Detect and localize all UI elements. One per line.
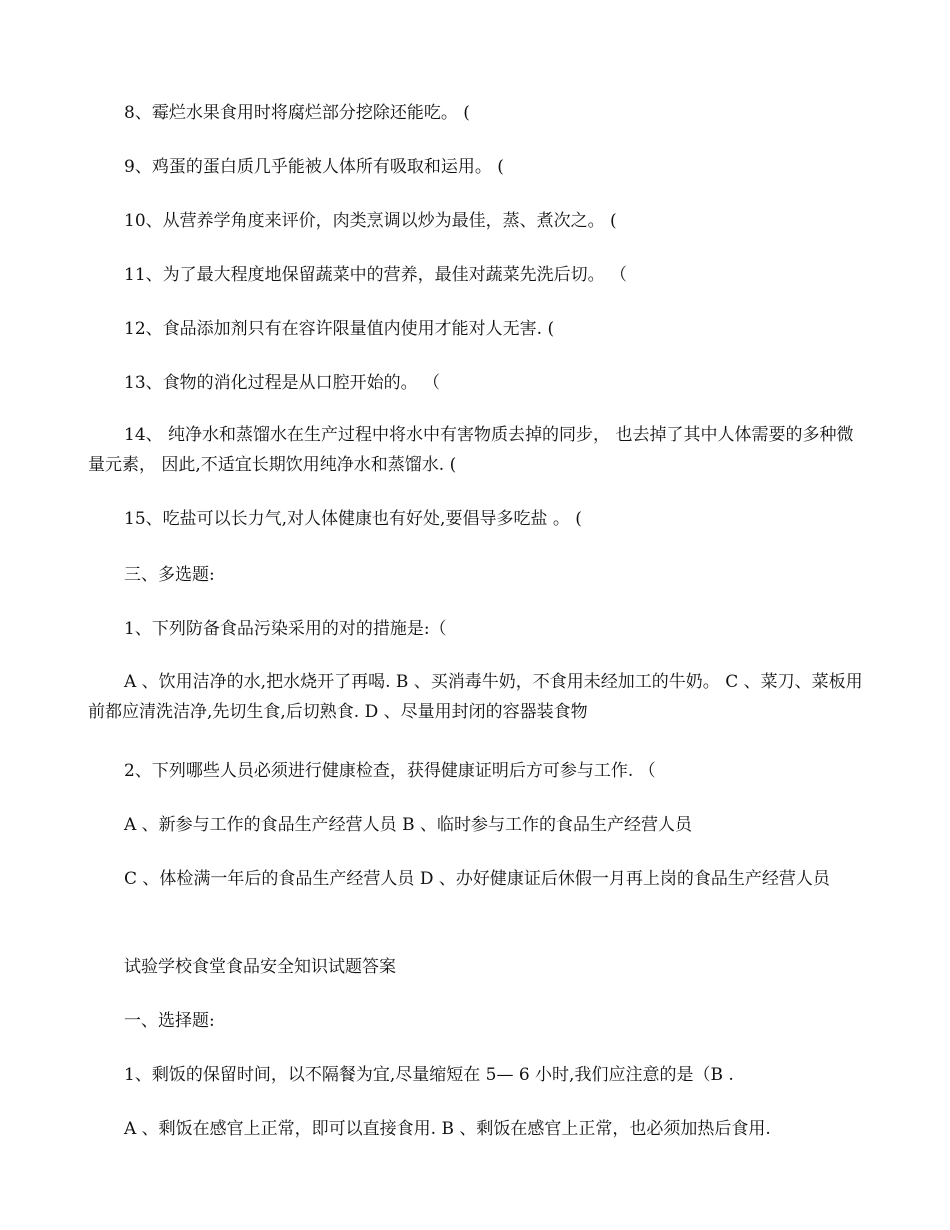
question-true-false-15: 15、吃盐可以长力气,对人体健康也有好处,要倡导多吃盐 。 (	[124, 509, 582, 529]
question-true-false-9: 9、鸡蛋的蛋白质几乎能被人体所有吸取和运用。 (	[124, 157, 504, 177]
answer-key-title: 试验学校食堂食品安全知识试题答案	[124, 957, 396, 977]
question-true-false-10: 10、从营养学角度来评价，肉类烹调以炒为最佳，蒸、煮次之。 (	[124, 211, 617, 231]
question-true-false-8: 8、霉烂水果食用时将腐烂部分挖除还能吃。 (	[124, 103, 470, 123]
section-heading-multiple-choice: 三、多选题:	[124, 565, 215, 585]
question-true-false-14: 14、 纯净水和蒸馏水在生产过程中将水中有害物质去掉的同步， 也去掉了其中人体需要的多种微量元素， 因此,不适宜长期饮用纯净水和蒸馏水. (	[88, 425, 854, 475]
question-multi-2-options-cd: C 、体检满一年后的食品生产经营人员 D 、办好健康证后休假一月再上岗的食品生产经营人员	[124, 869, 830, 889]
question-true-false-12: 12、食品添加剂只有在容许限量值内使用才能对人无害. (	[124, 319, 555, 339]
question-multi-2: 2、下列哪些人员必须进行健康检查，获得健康证明后方可参与工作. （	[124, 761, 656, 781]
section-heading-choice: 一、选择题:	[124, 1011, 215, 1031]
answer-question-1-options: A 、剩饭在感官上正常，即可以直接食用. B 、剩饭在感官上正常，也必须加热后食用.	[124, 1119, 771, 1139]
question-multi-1-options: A 、饮用洁净的水,把水烧开了再喝. B 、买消毒牛奶，不食用未经加工的牛奶。 C 、菜刀、菜板用前都应清洗洁净,先切生食,后切熟食. D 、尽量用封闭的容器装食物	[88, 672, 863, 722]
question-true-false-13: 13、食物的消化过程是从口腔开始的。 （	[124, 373, 441, 393]
question-multi-1: 1、下列防备食品污染采用的对的措施是:（	[124, 619, 447, 639]
answer-question-1: 1、剩饭的保留时间，以不隔餐为宜,尽量缩短在 5— 6 小时,我们应注意的是（B .	[124, 1065, 734, 1085]
question-true-false-11: 11、为了最大程度地保留蔬菜中的营养，最佳对蔬菜先洗后切。 （	[124, 265, 628, 285]
question-multi-2-options-ab: A 、新参与工作的食品生产经营人员 B 、临时参与工作的食品生产经营人员	[124, 815, 692, 835]
